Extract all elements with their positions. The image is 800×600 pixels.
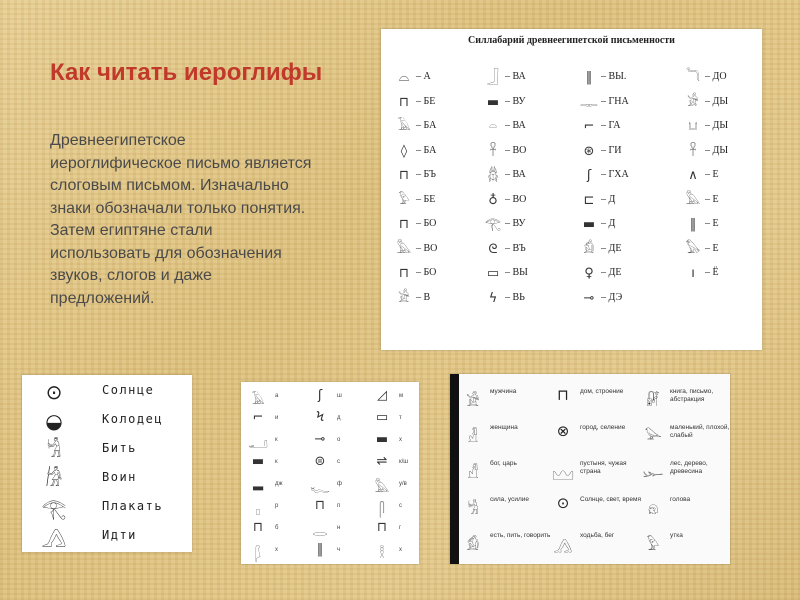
meaning-label: лес, дерево, древесина [670, 460, 708, 475]
meaning-label: книга, письмо, абстракция [670, 388, 714, 403]
word-glyphs-panel [22, 375, 192, 552]
syllable-label: – ДЕ [601, 267, 622, 278]
meaning-label: город, селение [580, 424, 626, 431]
syllable-label: – ВА [505, 120, 526, 131]
hieroglyph-icon: Ϟ [315, 410, 325, 425]
hieroglyph-icon: 𓀁 [583, 241, 595, 257]
hieroglyph-icon: 𓎛 [379, 547, 385, 562]
hieroglyph-icon: ʃ [317, 388, 323, 403]
hieroglyph-icon: ⊓ [376, 520, 388, 535]
syllable-label: – БЕ [416, 95, 436, 107]
hieroglyph-icon: 𓃀 [487, 70, 499, 85]
word-label: Плакать [102, 499, 164, 513]
meaning-cell [552, 418, 642, 451]
alphabet-cell [369, 540, 419, 564]
hieroglyph-icon: 𓀂 [687, 94, 699, 110]
hieroglyph-icon: 𓅪 [644, 428, 662, 446]
hieroglyph-icon: 𓀁 [466, 536, 480, 554]
letter-label: т [399, 415, 402, 421]
hieroglyph-icon: ♁ [488, 192, 498, 208]
syllable-label: – ДЭ [601, 291, 623, 303]
hieroglyph-icon: ▂ [253, 476, 263, 491]
letter-label: дж [275, 481, 283, 487]
hieroglyph-icon: 𓄿 [397, 119, 411, 134]
letter-label: м [399, 393, 404, 399]
word-row [22, 493, 192, 523]
syllable-label: – ГХА [601, 169, 629, 180]
syllable-label: – Д [601, 218, 616, 229]
hieroglyph-icon: ⊓ [314, 498, 326, 513]
hieroglyph-icon: 𓁐 [467, 428, 479, 446]
letter-label: к [275, 459, 278, 465]
hieroglyph-icon: ⌐ [252, 410, 264, 425]
hieroglyph-icon: ⊓ [398, 168, 410, 183]
syllable-label: – ДЫ [705, 120, 729, 131]
letter-label: ч [337, 547, 341, 553]
word-label: Солнце [102, 383, 155, 397]
syllable-label: – Ё [705, 267, 719, 278]
hieroglyph-icon: ⊓ [398, 217, 410, 232]
hieroglyph-icon: 𓄿 [251, 393, 265, 408]
hieroglyph-icon: 𓅓 [374, 481, 390, 496]
hieroglyph-icon: ∧ [688, 168, 698, 183]
hieroglyph-icon: ϟ [488, 290, 498, 306]
letter-label: д [337, 415, 341, 421]
slide-title: Как читать иероглифы [50, 59, 323, 86]
hieroglyph-icon: ▭ [486, 266, 500, 281]
hieroglyph-icon: ʃ [586, 168, 592, 183]
hieroglyph-icon: ▭ [375, 410, 389, 425]
hieroglyph-icon: ⇌ [376, 454, 388, 469]
meaning-label: дом, строение [580, 388, 624, 395]
syllable-label: – ДО [705, 71, 727, 82]
alphabet-cell [245, 540, 305, 564]
letter-label: х [399, 547, 402, 553]
letter-label: с [399, 503, 402, 509]
syllable-label: – Д [601, 193, 616, 205]
syllable-label: – ВЫ [505, 267, 528, 278]
hieroglyph-icon: ▬ [582, 217, 596, 232]
meaning-cell [462, 382, 552, 415]
hieroglyph-icon: ⊸ [583, 290, 595, 306]
syllable-label: – Е [705, 193, 719, 205]
syllable-label: – ВА [505, 71, 526, 82]
hieroglyph-icon: ◒ [45, 409, 63, 433]
meaning-label: бог, царь [490, 460, 517, 467]
meaning-cell [642, 382, 730, 415]
meaning-label: маленький, плохой, слабый [670, 424, 730, 439]
meaning-label: есть, пить, говорить [490, 532, 551, 539]
hieroglyph-icon: ‖ [316, 542, 324, 557]
syllable-label: – БО [416, 267, 437, 278]
syllable-label: – ВО [505, 144, 527, 156]
hieroglyph-icon: ⊸ [314, 432, 326, 447]
meaning-cell [462, 418, 552, 451]
letter-label: ш [337, 393, 342, 399]
word-label: Колодец [102, 412, 164, 426]
slide-description: Древнеегипетское иероглифическое письмо является слоговым письмом. Изначально знаки обозначали только понятия. Затем египтяне стали использовать для обозначения звуков, слогов и даже предложений. [50, 132, 312, 307]
letter-label: о [337, 437, 341, 443]
alphabet-cell [307, 540, 367, 564]
letter-label: г [399, 525, 402, 531]
letter-label: б [275, 525, 279, 531]
hieroglyph-icon: ⊓ [557, 386, 569, 404]
syllable-label: – ВО [505, 193, 527, 205]
meanings-panel [450, 374, 730, 564]
syllable-label: – Е [705, 242, 719, 254]
syllable-label: – ВУ [505, 218, 526, 229]
syllable-label: – ГА [601, 120, 621, 131]
meaning-cell [642, 490, 730, 523]
hieroglyph-icon: 𓊃 [580, 94, 598, 110]
syllable-label: – БО [416, 218, 437, 229]
syllable-label: – ВА [505, 169, 526, 180]
hieroglyph-icon: 𓀭 [467, 464, 479, 482]
syllabary-table [381, 29, 762, 350]
meaning-label: мужчина [490, 388, 517, 395]
hieroglyph-icon: ı [691, 266, 695, 281]
hieroglyph-icon: ⌓ [398, 70, 410, 85]
hieroglyph-icon: 𓋴 [379, 503, 385, 518]
hieroglyph-icon: 𓏞 [646, 392, 660, 410]
meaning-label: утка [670, 532, 683, 539]
meaning-cell [462, 454, 552, 487]
hieroglyph-icon: 𓅓 [396, 241, 412, 257]
syllable-label: – ГИ [601, 144, 622, 156]
decorative-strip [450, 374, 459, 564]
hieroglyph-icon: 𓂻 [553, 536, 573, 554]
letter-label: а [275, 393, 279, 399]
word-label: Бить [102, 441, 137, 455]
hieroglyph-icon: ‖ [689, 217, 697, 232]
hieroglyph-icon: ⊗ [556, 422, 570, 440]
syllable-label: – ДЕ [601, 242, 622, 254]
word-row [22, 522, 192, 552]
word-row [22, 377, 192, 407]
syllable-label: – ВЪ [505, 242, 526, 254]
syllable-label: – ДЫ [705, 95, 729, 107]
meaning-cell [642, 526, 730, 559]
meaning-label: женщина [490, 424, 518, 431]
hieroglyph-icon: 𓂓 [688, 119, 698, 134]
letter-label: у/в [399, 481, 407, 487]
letter-label: к [275, 437, 278, 443]
hieroglyph-icon: ⊓ [398, 266, 410, 281]
hieroglyph-icon: ⊏ [583, 192, 595, 208]
hieroglyph-icon: 𓀜 [46, 438, 62, 462]
letter-label: р [275, 503, 279, 509]
syllable-label: – БА [416, 144, 437, 156]
hieroglyph-icon: 𓀀 [398, 290, 410, 306]
hieroglyph-icon: 𓀜 [467, 500, 479, 518]
hieroglyph-icon: 𓂀 [484, 217, 502, 232]
hieroglyph-icon: 𓂝 [248, 437, 268, 452]
hieroglyph-icon: ⊛ [583, 143, 595, 159]
syllable-label: – ВЬ [505, 291, 525, 303]
hieroglyph-icon: ⌐ [583, 119, 595, 134]
hieroglyph-icon: ▬ [375, 432, 389, 447]
meaning-label: пустыня, чужая страна [580, 460, 627, 475]
meaning-cell [462, 490, 552, 523]
hieroglyph-icon: ◊ [400, 143, 408, 159]
hieroglyph-icon: ♀ [584, 266, 594, 281]
hieroglyph-icon: 𓂀 [41, 496, 67, 520]
word-row [22, 406, 192, 436]
hieroglyph-icon: 𓆣 [487, 168, 499, 183]
hieroglyph-icon: ⊙ [556, 494, 570, 512]
meaning-cell [552, 490, 642, 523]
alphabet-panel [241, 382, 419, 564]
letter-label: х [275, 547, 278, 553]
hieroglyph-icon: ⊓ [252, 520, 264, 535]
hieroglyph-icon: 𓆑 [310, 481, 330, 496]
syllable-label: – А [416, 71, 431, 82]
meaning-cell [642, 454, 730, 487]
hieroglyph-icon: ▬ [251, 454, 265, 469]
syllable-label: – БЪ [416, 169, 436, 180]
hieroglyph-icon: 𓊪 [255, 503, 261, 518]
hieroglyph-icon: 𓂻 [41, 525, 67, 549]
hieroglyph-icon: ◿ [377, 388, 387, 403]
hieroglyph-icon: 𓏏 [488, 119, 498, 134]
meaning-cell [642, 418, 730, 451]
letter-label: н [337, 525, 341, 531]
hieroglyph-icon: 𓅓 [685, 192, 701, 208]
letter-label: к/ш [399, 459, 409, 465]
word-label: Идти [102, 528, 137, 542]
hieroglyph-icon: 𓀙 [45, 467, 63, 491]
meaning-label: сила, усилие [490, 496, 529, 503]
syllable-label: – В [416, 291, 431, 303]
hieroglyph-icon: ▬ [486, 94, 500, 110]
syllable-label: – БЕ [416, 193, 436, 205]
hieroglyph-icon: 𓁶 [647, 500, 659, 518]
hieroglyph-icon: 𓆱 [642, 464, 664, 482]
hieroglyph-icon: 𓅱 [398, 192, 410, 208]
syllable-label: – ВЫ. [601, 71, 627, 82]
hieroglyph-icon: 𓈉 [552, 464, 574, 482]
syllable-label: – ДЫ [705, 144, 729, 156]
letter-label: с [337, 459, 340, 465]
hieroglyph-icon: 𓋹 [489, 143, 497, 159]
hieroglyph-icon: ‖ [585, 70, 593, 85]
meaning-cell [552, 454, 642, 487]
hieroglyph-icon: ⊓ [398, 94, 410, 110]
syllabary-title: Силлабарий древнеегипетской письменности [468, 35, 675, 46]
syllable-label: – БА [416, 120, 437, 131]
syllable-label: – ВУ [505, 95, 526, 107]
word-row [22, 464, 192, 494]
word-label: Воин [102, 470, 137, 484]
meaning-cell [552, 382, 642, 415]
syllable-label: – Е [705, 218, 719, 229]
hieroglyph-icon: 𓅱 [646, 536, 660, 554]
hieroglyph-icon: 𓅃 [685, 241, 701, 257]
meaning-label: ходьба, бег [580, 532, 615, 539]
meaning-label: голова [670, 496, 691, 503]
hieroglyph-icon: ᘓ [488, 241, 498, 257]
meaning-cell [462, 526, 552, 559]
letter-label: х [399, 437, 402, 443]
letter-label: ф [337, 481, 342, 487]
hieroglyph-icon: ⊙ [45, 380, 63, 404]
meaning-cell [552, 526, 642, 559]
hieroglyph-icon: 𓆓 [686, 70, 700, 85]
letter-label: и [275, 415, 279, 421]
syllable-label: – ГНА [601, 95, 629, 107]
meaning-label: Солнце, свет, время [580, 496, 641, 503]
syllable-label: – Е [705, 169, 719, 180]
hieroglyph-icon: 𓂋 [312, 525, 328, 540]
word-row [22, 435, 192, 465]
hieroglyph-icon: 𓀀 [466, 392, 480, 410]
letter-label: п [337, 503, 341, 509]
hieroglyph-icon: ⊜ [314, 454, 326, 469]
syllable-label: – ВО [416, 242, 438, 254]
hieroglyph-icon: 𓆄 [255, 547, 261, 562]
hieroglyph-icon: 𓋹 [689, 143, 697, 159]
